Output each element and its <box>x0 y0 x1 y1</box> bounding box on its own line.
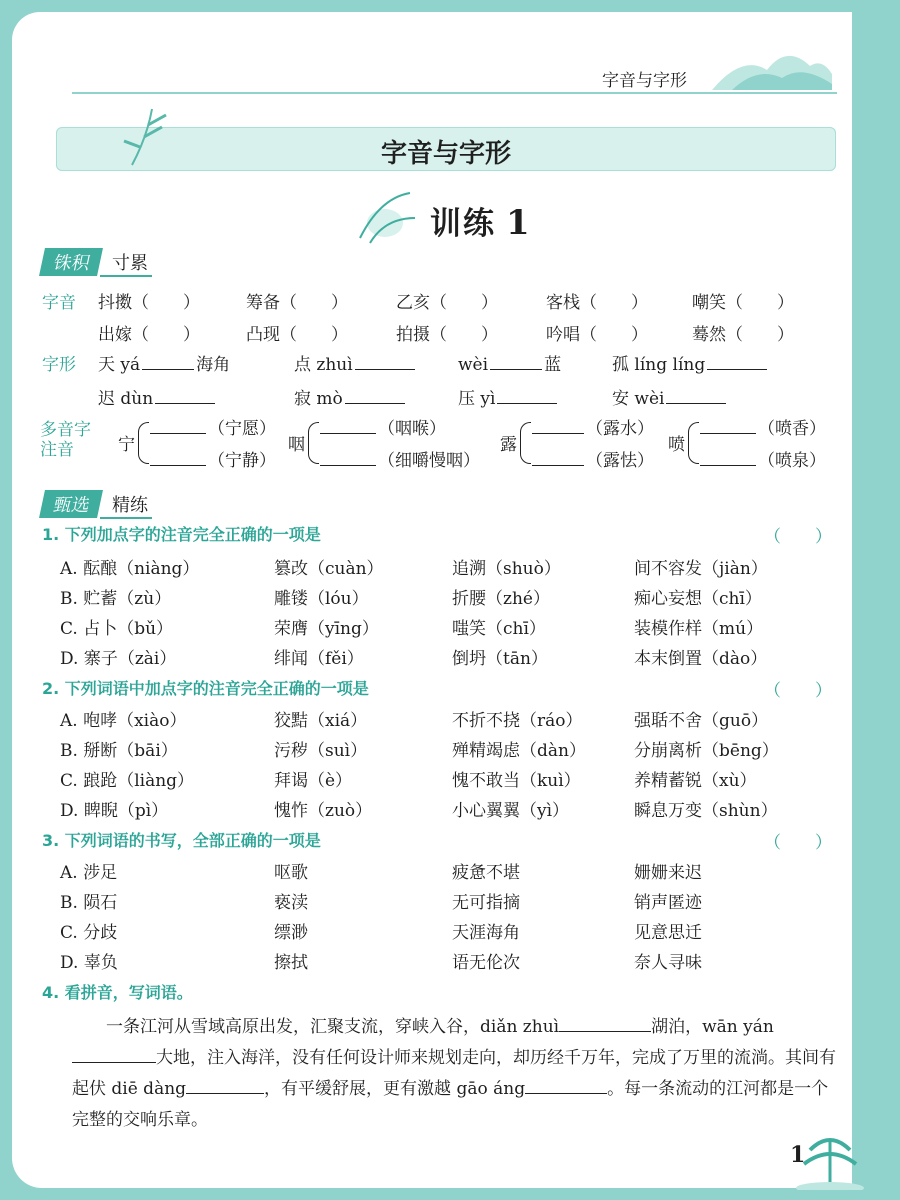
q4-paragraph: 一条江河从雪域高原出发，汇聚支流，穿峡入谷，diǎn zhuì 湖泊，wān yán大地，注入海洋，没有任何设计师来规划走向，却历经千万年，完成了万里的流淌。其间有起伏 diē dàng ，有平缓舒展，更有激越 gāo áng 。每一条流动的江河都是一个完整的交响乐章。 <box>72 1012 838 1136</box>
part1-tag <box>42 248 152 277</box>
option: 奈人寻味 <box>634 953 702 973</box>
duoyin-word: （露水） <box>530 414 654 439</box>
option: B. 贮蓄（zù） <box>60 589 172 609</box>
answer-blank[interactable] <box>355 353 415 370</box>
option: A. 涉足 <box>60 863 118 883</box>
option: C. 踉跄（liàng） <box>60 771 195 791</box>
option: 不折不挠（ráo） <box>452 711 583 731</box>
question-title: 1. 下列加点字的注音完全正确的一项是 <box>42 525 321 544</box>
option: D. 睥睨（pì） <box>60 801 169 821</box>
zixing-item: wèi 蓝 <box>458 355 562 375</box>
option: 小心翼翼（yì） <box>452 801 570 821</box>
option: 痴心妄想（chī） <box>634 589 762 609</box>
answer-blank[interactable] <box>666 387 726 404</box>
ziyin-item: 客栈（ ） <box>546 293 648 313</box>
duoyin-word: （咽喉） <box>318 414 446 439</box>
ziyin-item: 凸现（ ） <box>246 325 348 345</box>
option: 愧不敢当（kuì） <box>452 771 581 791</box>
option: 养精蓄锐（xù） <box>634 771 757 791</box>
part1-tag-light: 寸累 <box>100 249 152 277</box>
option: 装模作样（mú） <box>634 619 764 639</box>
option: B. 陨石 <box>60 893 118 913</box>
option: 缥渺 <box>274 923 308 943</box>
duoyin-char: 宁 <box>118 435 135 455</box>
page-number: 1 <box>790 1142 806 1168</box>
option: 拜谒（è） <box>274 771 353 791</box>
orchid-icon <box>350 188 420 248</box>
part2-tag-dark: 甄选 <box>39 490 103 518</box>
option: C. 占卜（bǔ） <box>60 619 174 639</box>
duoyin-char: 露 <box>500 435 517 455</box>
duoyin-word: （细嚼慢咽） <box>318 446 480 471</box>
question-title: 3. 下列词语的书写，全部正确的一项是 <box>42 831 321 850</box>
answer-blank[interactable] <box>532 449 584 466</box>
option: 无可指摘 <box>452 893 520 913</box>
lesson-number: 1 <box>506 203 532 243</box>
question-title: 2. 下列词语中加点字的注音完全正确的一项是 <box>42 679 369 698</box>
option: 雕镂（lóu） <box>274 589 369 609</box>
answer-blank[interactable] <box>707 353 767 370</box>
option: 篡改（cuàn） <box>274 559 384 579</box>
zixing-label: 字形 <box>42 355 76 375</box>
bamboo-icon <box>122 107 182 167</box>
option: 绯闻（fěi） <box>274 649 364 669</box>
zixing-item: 迟 dùn <box>98 384 217 409</box>
mountain-decoration-icon <box>712 44 832 90</box>
duoyin-word: （宁静） <box>148 446 276 471</box>
answer-blank[interactable] <box>700 449 756 466</box>
zixing-item: 天 yá 海角 <box>98 355 231 375</box>
lesson-label: 训练 <box>430 206 496 242</box>
answer-blank[interactable] <box>559 1014 651 1032</box>
answer-blank[interactable] <box>497 387 557 404</box>
answer-paren[interactable]: （ ） <box>764 681 832 701</box>
zixing-item: 寂 mò <box>294 384 407 409</box>
option: 愧怍（zuò） <box>274 801 373 821</box>
zixing-item: 压 yì <box>458 384 559 409</box>
header-section-title: 字音与字形 <box>602 71 687 91</box>
option: D. 寨子（zài） <box>60 649 177 669</box>
option: 嗤笑（chī） <box>452 619 546 639</box>
ziyin-item: 乙亥（ ） <box>396 293 498 313</box>
option: C. 分歧 <box>60 923 118 943</box>
pine-tree-icon <box>790 1110 870 1190</box>
ziyin-item: 出嫁（ ） <box>98 325 200 345</box>
answer-blank[interactable] <box>532 417 584 434</box>
answer-blank[interactable] <box>490 353 542 370</box>
option: 折腰（zhé） <box>452 589 550 609</box>
answer-paren[interactable]: （ ） <box>764 527 832 547</box>
ziyin-item: 吟唱（ ） <box>546 325 648 345</box>
duoyin-label: 多音字 注音 <box>40 420 91 460</box>
part2-tag-light: 精练 <box>100 491 152 519</box>
banner-title: 字音与字形 <box>380 139 511 169</box>
option: 瞬息万变（shùn） <box>634 801 778 821</box>
option: 狡黠（xiá） <box>274 711 368 731</box>
option: 销声匿迹 <box>634 893 702 913</box>
option: 本末倒置（dào） <box>634 649 768 669</box>
ziyin-item: 嘲笑（ ） <box>692 293 794 313</box>
option: 荣膺（yīng） <box>274 619 379 639</box>
part1-tag-dark: 铢积 <box>39 248 103 276</box>
option: 疲惫不堪 <box>452 863 520 883</box>
option: 天涯海角 <box>452 923 520 943</box>
answer-blank[interactable] <box>155 387 215 404</box>
duoyin-char: 喷 <box>668 435 685 455</box>
ziyin-item: 蓦然（ ） <box>692 325 794 345</box>
option: 追溯（shuò） <box>452 559 561 579</box>
part2-tag <box>42 490 152 519</box>
ziyin-item: 拍摄（ ） <box>396 325 498 345</box>
ziyin-item: 抖擞（ ） <box>98 293 200 313</box>
option: 见意思迁 <box>634 923 702 943</box>
page <box>12 12 852 1188</box>
duoyin-word: （宁愿） <box>148 414 276 439</box>
option: 倒坍（tān） <box>452 649 548 669</box>
option: 姗姗来迟 <box>634 863 702 883</box>
option: 强聒不舍（guō） <box>634 711 769 731</box>
option: A. 咆哮（xiào） <box>60 711 187 731</box>
option: 语无伦次 <box>452 953 520 973</box>
option: 分崩离析（bēng） <box>634 741 779 761</box>
option: 亵渎 <box>274 893 308 913</box>
lesson-heading <box>430 198 532 243</box>
option: 殚精竭虑（dàn） <box>452 741 586 761</box>
answer-blank[interactable] <box>186 1076 264 1094</box>
option: A. 酝酿（niàng） <box>60 559 200 579</box>
zixing-item: 孤 líng líng <box>612 350 769 375</box>
duoyin-word: （喷香） <box>698 414 826 439</box>
answer-paren[interactable]: （ ） <box>764 833 832 853</box>
zixing-item: 点 zhuì <box>294 350 417 375</box>
answer-blank[interactable] <box>345 387 405 404</box>
zixing-item: 安 wèi <box>612 384 728 409</box>
option: 擦拭 <box>274 953 308 973</box>
ziyin-item: 筹备（ ） <box>246 293 348 313</box>
duoyin-word: （喷泉） <box>698 446 826 471</box>
duoyin-word: （露怯） <box>530 446 654 471</box>
option: 间不容发（jiàn） <box>634 559 768 579</box>
answer-blank[interactable] <box>320 449 376 466</box>
answer-blank[interactable] <box>150 449 206 466</box>
duoyin-char: 咽 <box>288 435 305 455</box>
option: 呕歌 <box>274 863 308 883</box>
answer-blank[interactable] <box>150 417 206 434</box>
answer-blank[interactable] <box>320 417 376 434</box>
answer-blank[interactable] <box>525 1076 607 1094</box>
answer-blank[interactable] <box>72 1045 156 1063</box>
header-rule <box>72 92 837 94</box>
option: 污秽（suì） <box>274 741 368 761</box>
answer-blank[interactable] <box>142 353 194 370</box>
question-title: 4. 看拼音，写词语。 <box>42 983 193 1002</box>
answer-blank[interactable] <box>700 417 756 434</box>
option: D. 辜负 <box>60 953 118 973</box>
option: B. 掰断（bāi） <box>60 741 178 761</box>
ziyin-label: 字音 <box>42 293 76 313</box>
